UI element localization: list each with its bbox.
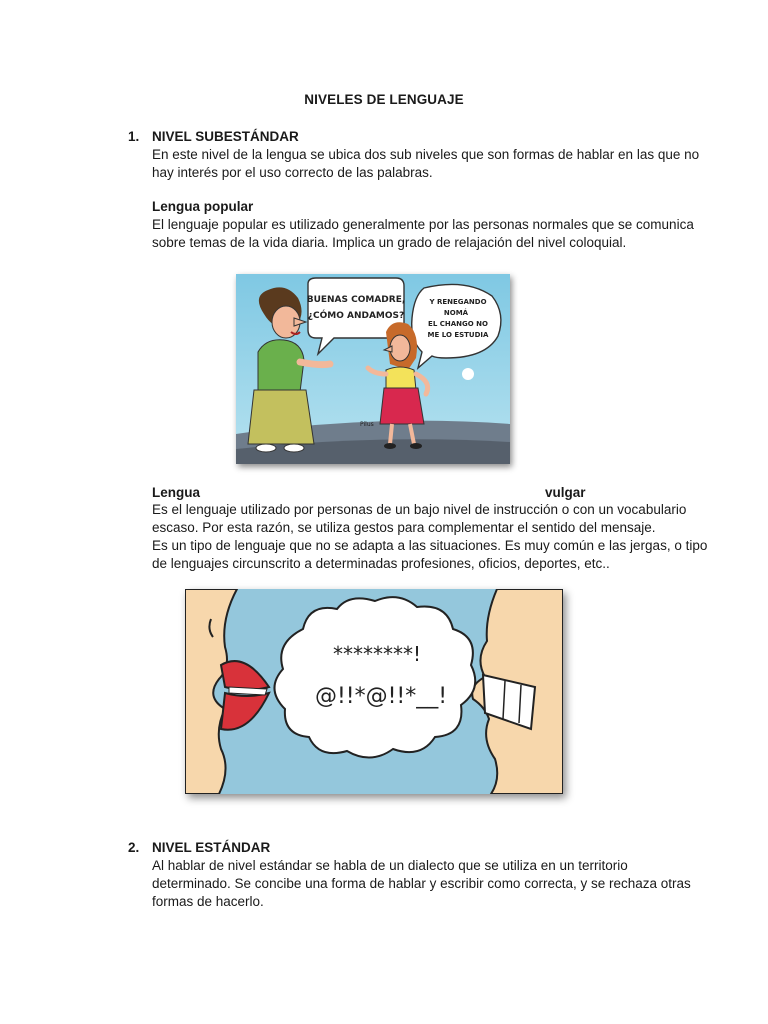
popular-heading: Lengua popular	[152, 199, 254, 214]
speech-cloud	[274, 597, 475, 757]
cursing-mouths-cartoon-image	[185, 589, 563, 794]
section2-number: 2.	[128, 840, 140, 855]
bubble-right-line: Y RENEGANDO	[429, 298, 487, 306]
paragraph-line: El lenguaje popular es utilizado generalmente por las personas normales que se comunica	[152, 217, 694, 232]
paragraph-line: sobre temas de la vida diaria. Implica un grado de relajación del nivel coloquial.	[152, 235, 627, 250]
section1-intro	[152, 146, 700, 182]
section2-heading: NIVEL ESTÁNDAR	[152, 840, 271, 855]
paragraph-line: Al hablar de nivel estándar se habla de un dialecto que se utiliza en un territorio	[152, 858, 628, 873]
vulgar-heading-left: Lengua	[152, 485, 201, 500]
paragraph-line: En este nivel de la lengua se ubica dos sub niveles que son formas de hablar en las que no	[152, 147, 700, 162]
section1-heading: NIVEL SUBESTÁNDAR	[152, 129, 299, 144]
paragraph-line: Es un tipo de lenguaje que no se adapta a las situaciones. Es muy común e las jergas, o tipo	[152, 538, 708, 553]
paragraph-line: hay interés por el uso correcto de las palabras.	[152, 165, 433, 180]
bubble-right-line: ME LO ESTUDIA	[427, 331, 489, 339]
section1-number: 1.	[128, 129, 140, 144]
bubble-right-line: NOMÁ	[443, 309, 469, 317]
bubble-right-line: EL CHANGO NO	[428, 320, 488, 328]
paragraph-line: formas de hacerlo.	[152, 894, 264, 909]
vulgar-heading-right: vulgar	[545, 485, 586, 500]
paragraph-line: escaso. Por esta razón, se utiliza gestos para complementar el sentido del mensaje.	[152, 520, 656, 535]
cartoon-signature: Pilus	[360, 421, 374, 428]
bubble-left-line: BUENAS COMADRE,	[306, 295, 406, 305]
section2-paragraph	[152, 857, 691, 911]
paragraph-line: determinado. Se concibe una forma de hablar y escribir como correcta, y se rechaza otras	[152, 876, 691, 891]
cloud-text-line1: ********!	[332, 642, 422, 666]
paragraph-line: Es el lenguaje utilizado por personas de un bajo nivel de instrucción o con un vocabulario	[152, 502, 687, 517]
popular-paragraph	[152, 216, 694, 252]
vulgar-paragraph	[152, 501, 708, 573]
comadres-cartoon-image	[236, 274, 510, 464]
cloud-text-line2: @!!*@!!*__!	[314, 684, 448, 709]
bubble-left-line: ¿CÓMO ANDAMOS?	[307, 311, 405, 321]
paragraph-line: de lenguajes circunscrito a determinadas profesiones, oficios, deportes, etc..	[152, 556, 610, 571]
document-title: NIVELES DE LENGUAJE	[304, 92, 464, 107]
